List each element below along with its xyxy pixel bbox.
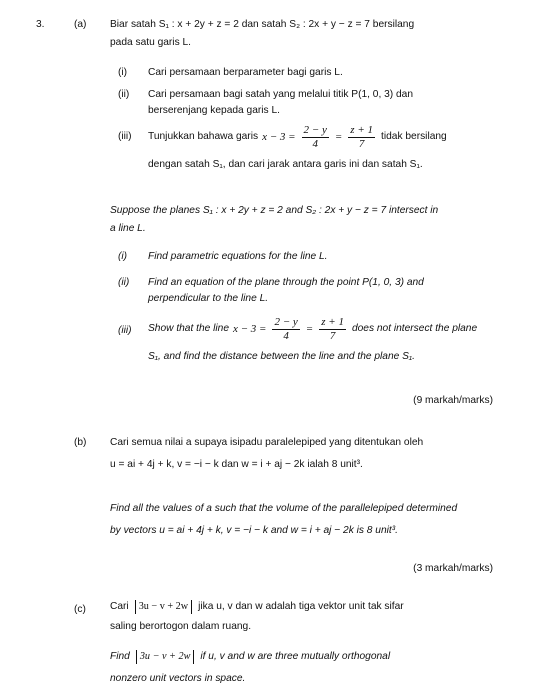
fraction-1-en-num: 2 − y — [274, 316, 298, 328]
english-item-ii-text: Find an equation of the plane through the point P(1, 0, 3) and — [148, 277, 424, 288]
malay-item-ii-text: Cari persamaan bagi satah yang melalui titik P(1, 0, 3) dan — [148, 89, 414, 100]
english-item-ii-label: (ii) — [118, 277, 130, 288]
malay-item-ii-text2: berserenjang kepada garis L. — [148, 105, 280, 116]
part-a-malay-intro-2: pada satu garis L. — [110, 37, 191, 48]
fraction-1 — [302, 124, 329, 150]
malay-item-ii-label: (ii) — [118, 89, 130, 100]
malay-item-iii-label: (iii) — [118, 131, 132, 142]
fraction-2-den: 7 — [358, 137, 365, 150]
malay-item-i-label: (i) — [118, 67, 128, 78]
part-c-malay-line — [110, 600, 404, 614]
english-item-iii-text-after: does not intersect the plane — [351, 323, 478, 335]
part-a-malay-intro-1: Biar satah S₁ : x + 2y + z = 2 dan satah S₂ : 2x + y − z = 7 bersilang — [110, 19, 415, 30]
line-equation-lhs: x − 3 = — [262, 130, 296, 143]
part-a-english-intro-1: Suppose the planes S₁ : x + 2y + z = 2 and S₂ : 2x + y − z = 7 intersect in — [110, 205, 439, 216]
fraction-2-num: z + 1 — [350, 124, 374, 136]
malay-item-iii-text2: dengan satah S₁, dan cari jarak antara garis ini dan satah S₁. — [148, 159, 423, 170]
fraction-1-num: 2 − y — [303, 124, 327, 136]
english-item-i-text: Find parametric equations for the line L. — [148, 251, 328, 262]
part-c-label: (c) — [74, 604, 86, 615]
question-number: 3. — [36, 19, 45, 30]
part-c-english-line — [110, 650, 390, 664]
line-equation-lhs-en: x − 3 = — [233, 322, 267, 335]
magnitude-expression-en: 3u − v + 2w — [136, 650, 195, 664]
part-a-english-intro-2: a line L. — [110, 223, 146, 234]
malay-item-iii-line — [148, 124, 447, 150]
equals-sign: = — [334, 130, 343, 143]
part-b-marks: (3 markah/marks) — [413, 563, 493, 574]
part-a-label: (a) — [74, 19, 87, 30]
malay-item-iii-text: Tunjukkan bahawa garis — [148, 131, 259, 143]
part-c-malay-prefix: Cari — [110, 601, 129, 612]
english-item-iii-text2: S₁, and find the distance between the line and the plane S₁. — [148, 351, 415, 362]
english-item-iii-text: Show that the line — [148, 323, 229, 335]
part-c-english-2: nonzero unit vectors in space. — [110, 673, 246, 684]
part-c-malay-suffix: jika u, v dan w adalah tiga vektor unit tak sifar — [198, 601, 404, 612]
part-b-malay-1: Cari semua nilai a supaya isipadu paralelepiped yang ditentukan oleh — [110, 437, 424, 448]
part-b-english-1: Find all the values of a such that the volume of the parallelepiped determined — [110, 503, 458, 514]
malay-item-i-text: Cari persamaan berparameter bagi garis L. — [148, 67, 343, 78]
fraction-2-en-num: z + 1 — [321, 316, 344, 328]
english-item-iii-label: (iii) — [118, 325, 132, 336]
fraction-1-en — [272, 316, 299, 342]
english-item-ii-text2: perpendicular to the line L. — [148, 293, 269, 304]
fraction-1-den: 4 — [312, 137, 318, 150]
fraction-2-en-den: 7 — [329, 329, 336, 342]
fraction-2-en — [319, 316, 346, 342]
english-item-iii-line — [148, 316, 477, 342]
part-a-marks: (9 markah/marks) — [413, 395, 493, 406]
malay-item-iii-text-after: tidak bersilang — [381, 131, 447, 143]
english-item-i-label: (i) — [118, 251, 128, 262]
magnitude-expression: 3u − v + 2w — [135, 600, 192, 614]
part-c-english-prefix: Find — [110, 651, 130, 662]
part-c-english-suffix: if u, v and w are three mutually orthogonal — [200, 651, 391, 662]
fraction-2 — [348, 124, 375, 150]
part-b-english-2: by vectors u = ai + 4j + k, v = −i − k and w = i + aj − 2k is 8 unit³. — [110, 525, 398, 536]
fraction-1-en-den: 4 — [283, 329, 289, 342]
equals-sign-en: = — [305, 322, 314, 335]
part-b-label: (b) — [74, 437, 87, 448]
part-c-malay-2: saling berortogon dalam ruang. — [110, 621, 252, 632]
part-b-malay-2: u = ai + 4j + k, v = −i − k dan w = i + aj − 2k ialah 8 unit³. — [110, 459, 363, 470]
